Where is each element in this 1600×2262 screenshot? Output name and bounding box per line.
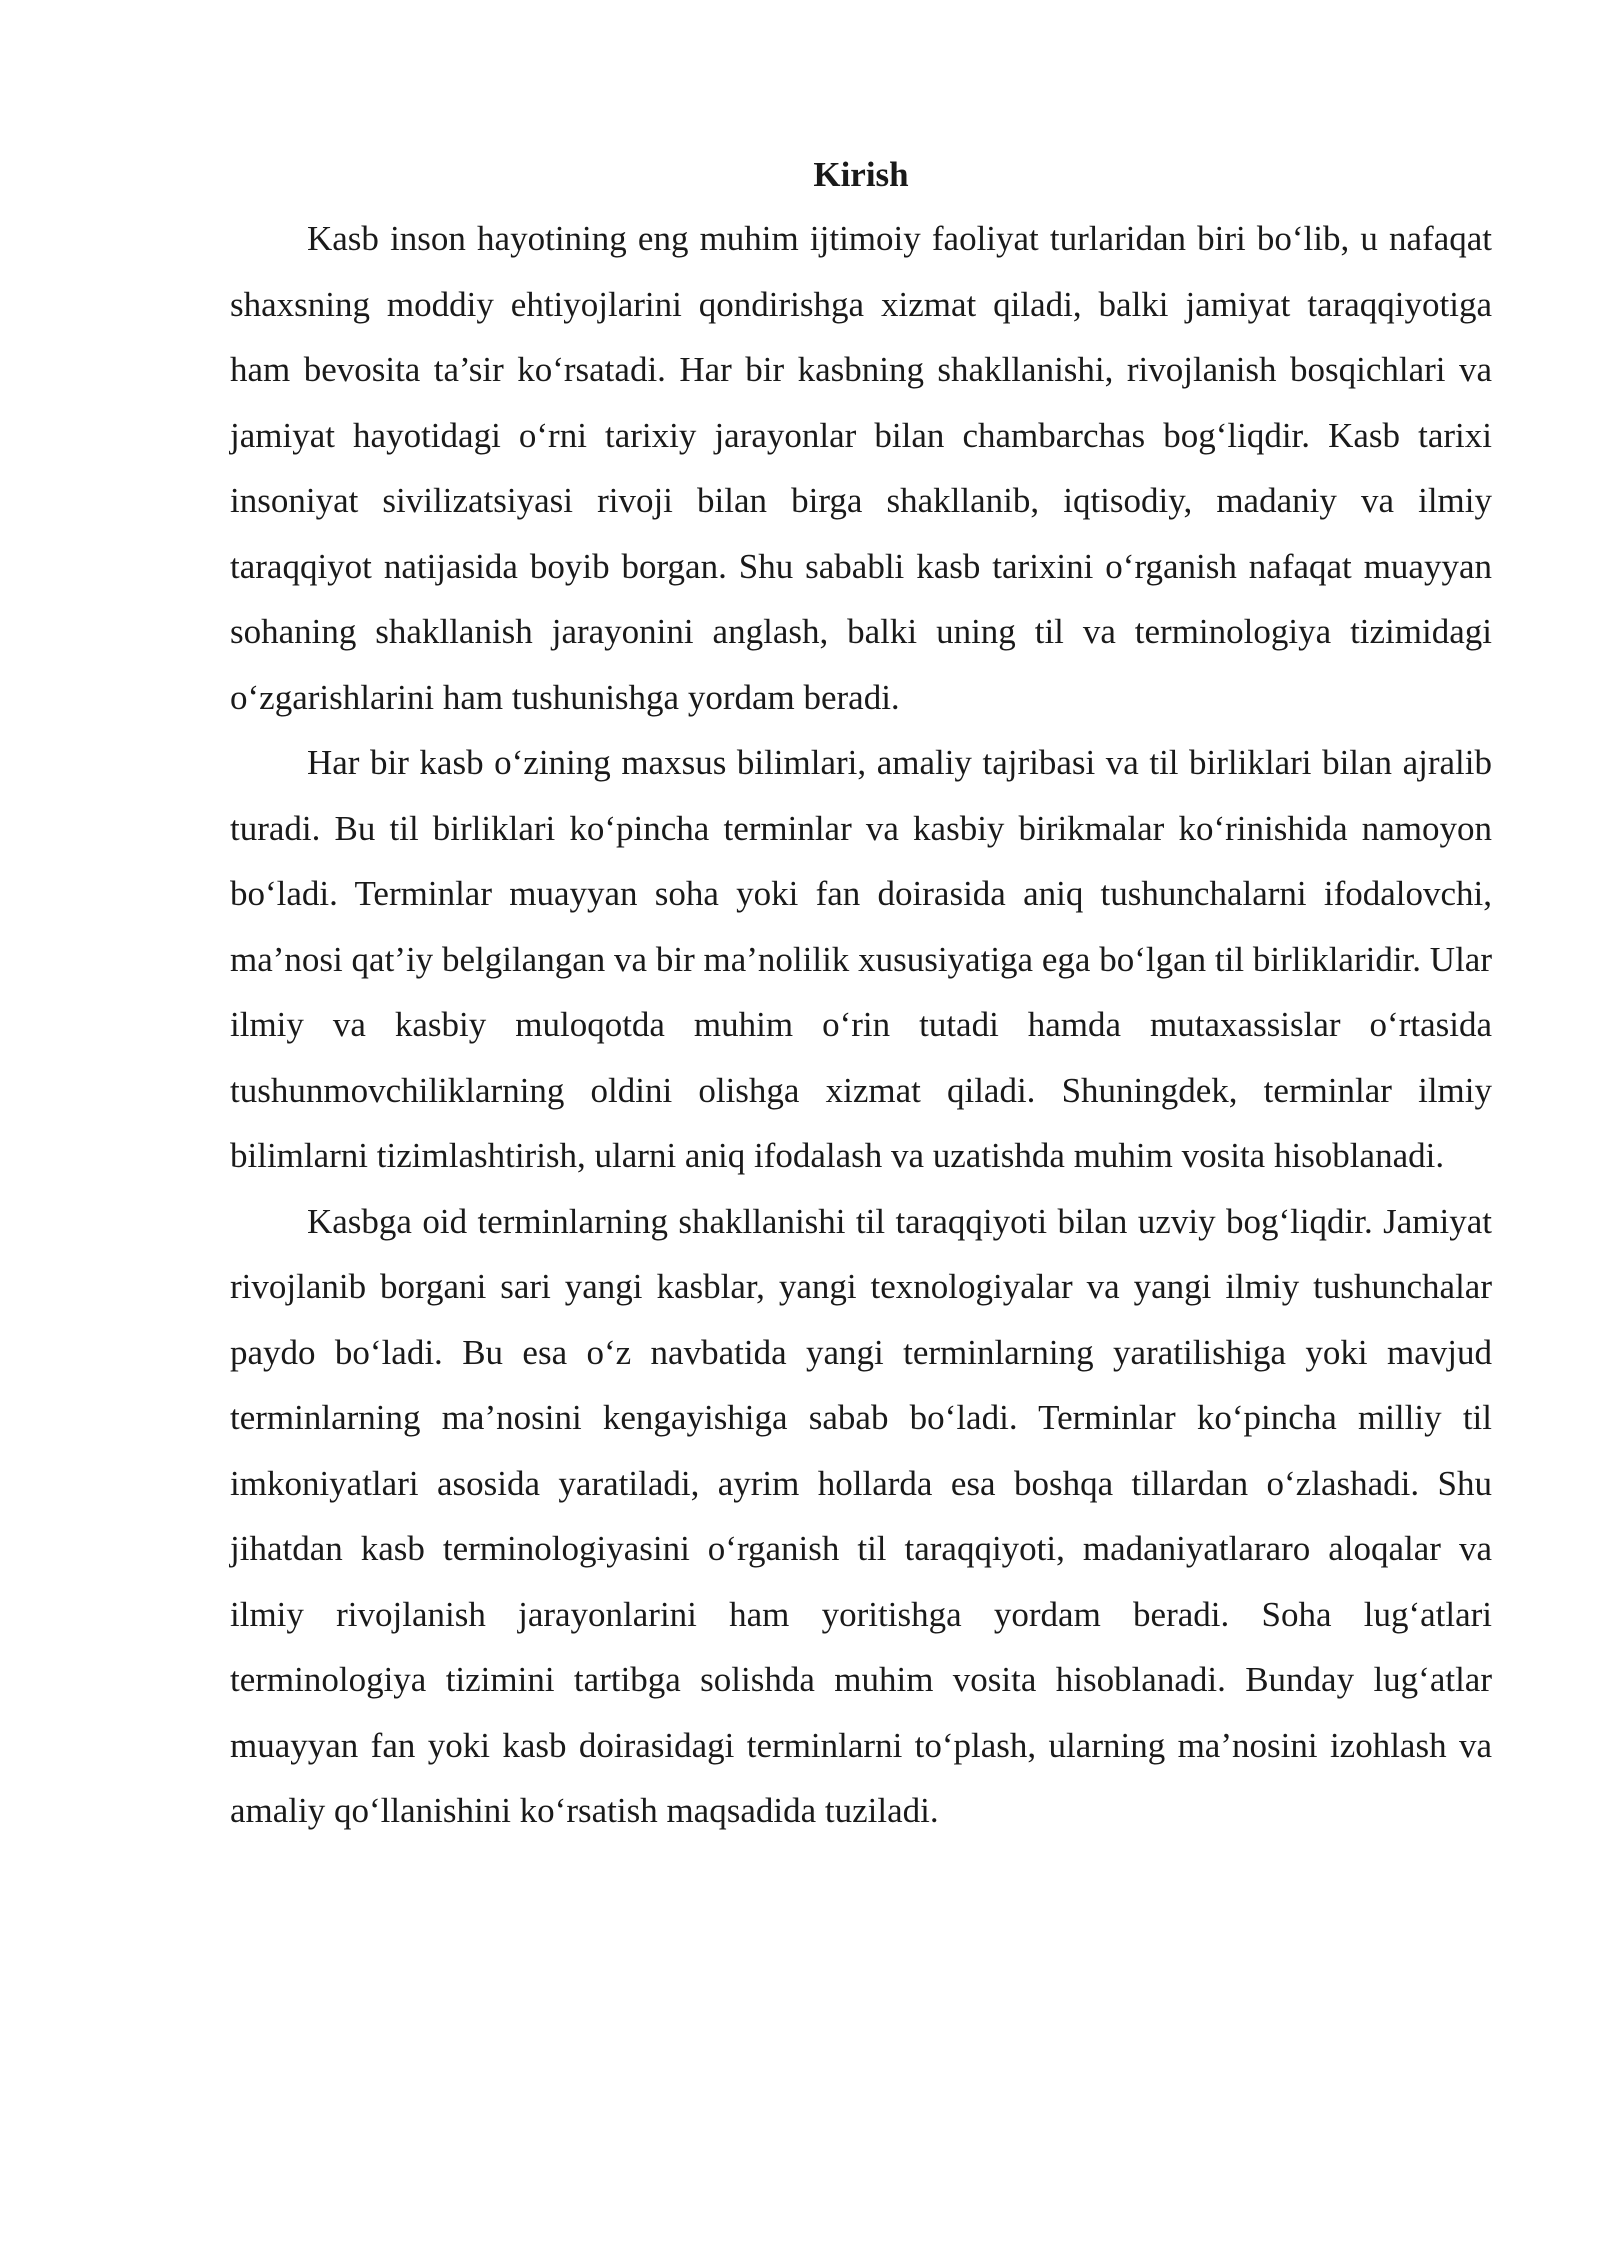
paragraph-3: Kasbga oid terminlarning shakllanishi til taraqqiyoti bilan uzviy bog‘liqdir. Jamiyat rivojlanib borgani sari yangi kasblar, yangi texnologiyalar va yangi ilmiy tushunchalar paydo bo‘ladi. Bu esa o‘z navbatida yangi terminlarning yaratilishiga yoki mavjud terminlarning ma’nosini kengayishiga sabab bo‘ladi. Terminlar ko‘pincha milliy til imkoniyatlari asosida yaratiladi, ayrim hollarda esa boshqa tillardan o‘zlashadi. Shu jihatdan kasb terminologiyasini o‘rganish til taraqqiyoti, madaniyatlararo aloqalar va ilmiy rivojlanish jarayonlarini ham yoritishga yordam beradi. Soha lug‘atlari terminologiya tizimini tartibga solishda muhim vosita hisoblanadi. Bunday lug‘atlar muayyan fan yoki kasb doirasidagi terminlarni to‘plash, ularning ma’nosini izohlash va amaliy qo‘llanishini ko‘rsatish maqsadida tuziladi. (230, 1201, 1492, 1830)
document-body (230, 148, 1492, 1844)
paragraph-2: Har bir kasb o‘zining maxsus bilimlari, amaliy tajribasi va til birliklari bilan ajralib turadi. Bu til birliklari ko‘pincha terminlar va kasbiy birikmalar ko‘rinishida namoyon bo‘ladi. Terminlar muayyan soha yoki fan doirasida aniq tushunchalarni ifodalovchi, ma’nosi qat’iy belgilangan va bir ma’nolilik xususiyatiga ega bo‘lgan til birliklaridir. Ular ilmiy va kasbiy muloqotda muhim o‘rin tutadi hamda mutaxassislar o‘rtasida tushunmovchiliklarning oldini olishga xizmat qiladi. Shuningdek, terminlar ilmiy bilimlarni tizimlashtirish, ularni aniq ifodalash va uzatishda muhim vosita hisoblanadi. (230, 743, 1492, 1175)
paragraph-1: Kasb inson hayotining eng muhim ijtimoiy faoliyat turlaridan biri bo‘lib, u nafaqat shaxsning moddiy ehtiyojlarini qondirishga xizmat qiladi, balki jamiyat taraqqiyotiga ham bevosita ta’sir ko‘rsatadi. Har bir kasbning shakllanishi, rivojlanish bosqichlari va jamiyat hayotidagi o‘rni tarixiy jarayonlar bilan chambarchas bog‘liqdir. Kasb tarixi insoniyat sivilizatsiyasi rivoji bilan birga shakllanib, iqtisodiy, madaniy va ilmiy taraqqiyot natijasida boyib borgan. Shu sababli kasb tarixini o‘rganish nafaqat muayyan sohaning shakllanish jarayonini anglash, balki uning til va terminologiya tizimidagi o‘zgarishlarini ham tushunishga yordam beradi. (230, 219, 1492, 717)
section-title: Kirish (813, 155, 909, 194)
